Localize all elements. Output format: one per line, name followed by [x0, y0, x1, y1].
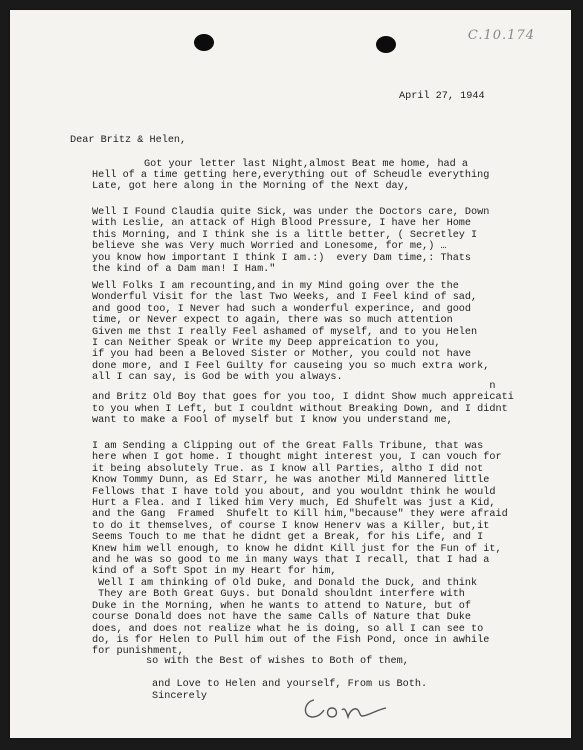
- letter-line: it being absolutely True. as I know all Parties, altho I did not: [92, 463, 484, 475]
- binder-hole: [194, 34, 214, 51]
- letter-line: believe she was Very much Worried and Lonesome, for me,) …: [92, 241, 447, 253]
- letter-line: Fellows that I have told you about, and you wouldnt think he would: [92, 486, 496, 498]
- letter-date: April 27, 1944: [399, 91, 485, 102]
- paragraph: [92, 281, 489, 384]
- letter-line: and he was so good to me in many ways that I recall, that I had a: [92, 555, 490, 567]
- letter-line: course Donald does not have the same Calls of Nature that Duke: [92, 612, 472, 624]
- letter-line: Hurt a Flea. and I liked him Very much, Ed Shufelt was just a Kid,: [92, 498, 496, 510]
- letter-line: all I can say, is God be with you always.: [92, 372, 343, 384]
- letter-line: I am Sending a Clipping out of the Great Falls Tribune, that was: [92, 441, 484, 452]
- letter-line: done more, and I Feel Guilty for causeing you so much extra work,: [92, 360, 490, 372]
- letter-line: I can Neither Speak or Write my Deep appreication to you,: [92, 338, 441, 350]
- letter-line: Well I am thinking of Old Duke, and Donald the Duck, and think: [92, 577, 478, 589]
- letter-line: do, is for Helen to Pull him out of the Fish Pond, once in awhile: [92, 634, 490, 646]
- letter-line: Knew him well enough, to know he didnt Kill just for the Fun of it,: [92, 543, 502, 555]
- letter-line: does, and does not realize what he is doing, so all I can see to: [92, 623, 484, 635]
- letter-line: and the Gang Framed Shufelt to Kill him,"because" they were afraid: [92, 509, 508, 521]
- letter-line: kind of a Soft Spot in my Heart for him,: [92, 566, 337, 578]
- salutation: Dear Britz & Helen,: [70, 135, 187, 146]
- closing-line: so with the Best of wishes to Both of them,: [146, 656, 409, 667]
- letter-line: with Leslie, an attack of High Blood Pressure, I have her Home: [92, 218, 472, 230]
- paragraph: [92, 207, 489, 275]
- letter-line: Seems Touch to me that he didnt get a Break, for his Life, and I: [92, 532, 484, 544]
- letter-line: Know Tommy Dunn, as Ed Starr, he was another Mild Mannered little: [92, 475, 490, 487]
- letter-line: Given me thst I really Feel ashamed of myself, and to you Helen: [92, 326, 478, 338]
- letter-line: They are Both Great Guys. but Donald shouldnt interfere with: [92, 589, 465, 601]
- letter-line: if you had been a Beloved Sister or Mother, you could not have: [92, 349, 472, 361]
- letter-line: Well I Found Claudia quite Sick, was under the Doctors care, Down: [92, 207, 490, 218]
- letter-line: Hell of a time getting here,everything out of Scheudle everything: [92, 170, 490, 181]
- binder-hole: [376, 36, 396, 53]
- paragraph: [144, 159, 468, 170]
- handwritten-signature: [300, 692, 400, 724]
- letter-line: Got your letter last Night,almost Beat me home, had a: [144, 159, 469, 170]
- letter-line: n: [92, 381, 496, 392]
- closing-line: Sincerely: [152, 691, 208, 702]
- letter-line: you know how important I think I am.:) every Dam time,: Thats: [92, 252, 472, 264]
- paragraph-continued: [92, 170, 489, 193]
- letter-line: here when I got home. I thought might interest you, I can vouch for: [92, 452, 502, 464]
- letter-line: Well Folks I am recounting,and in my Mind going over the the: [92, 281, 459, 292]
- letter-line: for punishment,: [92, 646, 184, 658]
- archive-number: C.10.174: [467, 28, 535, 43]
- letter-line: time, or Never expect to again, there was so much attention: [92, 315, 453, 327]
- letter-line: to you when I Left, but I couldnt without Breaking Down, and I didnt: [92, 403, 508, 415]
- letter-line: this Morning, and I think she is a little better, ( Secretley I: [92, 229, 478, 241]
- letter-line: Late, got here along in the Morning of the Next day,: [92, 181, 410, 193]
- letter-page: [10, 10, 571, 738]
- letter-line: to do it themselves, of course I know Henerv was a Killer, but,it: [92, 520, 490, 532]
- letter-line: the kind of a Dam man! I Ham.": [92, 264, 276, 276]
- closing-line: and Love to Helen and yourself, From us Both.: [152, 679, 428, 690]
- letter-line: and good too, I Never had such a wonderful experince, and good: [92, 303, 472, 315]
- letter-line: want to make a Fool of myself but I know you understand me,: [92, 415, 453, 427]
- letter-line: Wonderful Visit for the last Two Weeks, and I Feel kind of sad,: [92, 292, 478, 304]
- letter-line: Duke in the Morning, when he wants to attend to Nature, but of: [92, 600, 472, 612]
- letter-line: and Britz Old Boy that goes for you too, I didnt Show much appreicati: [92, 392, 514, 404]
- paragraph: [92, 381, 514, 427]
- paragraph: [92, 441, 508, 658]
